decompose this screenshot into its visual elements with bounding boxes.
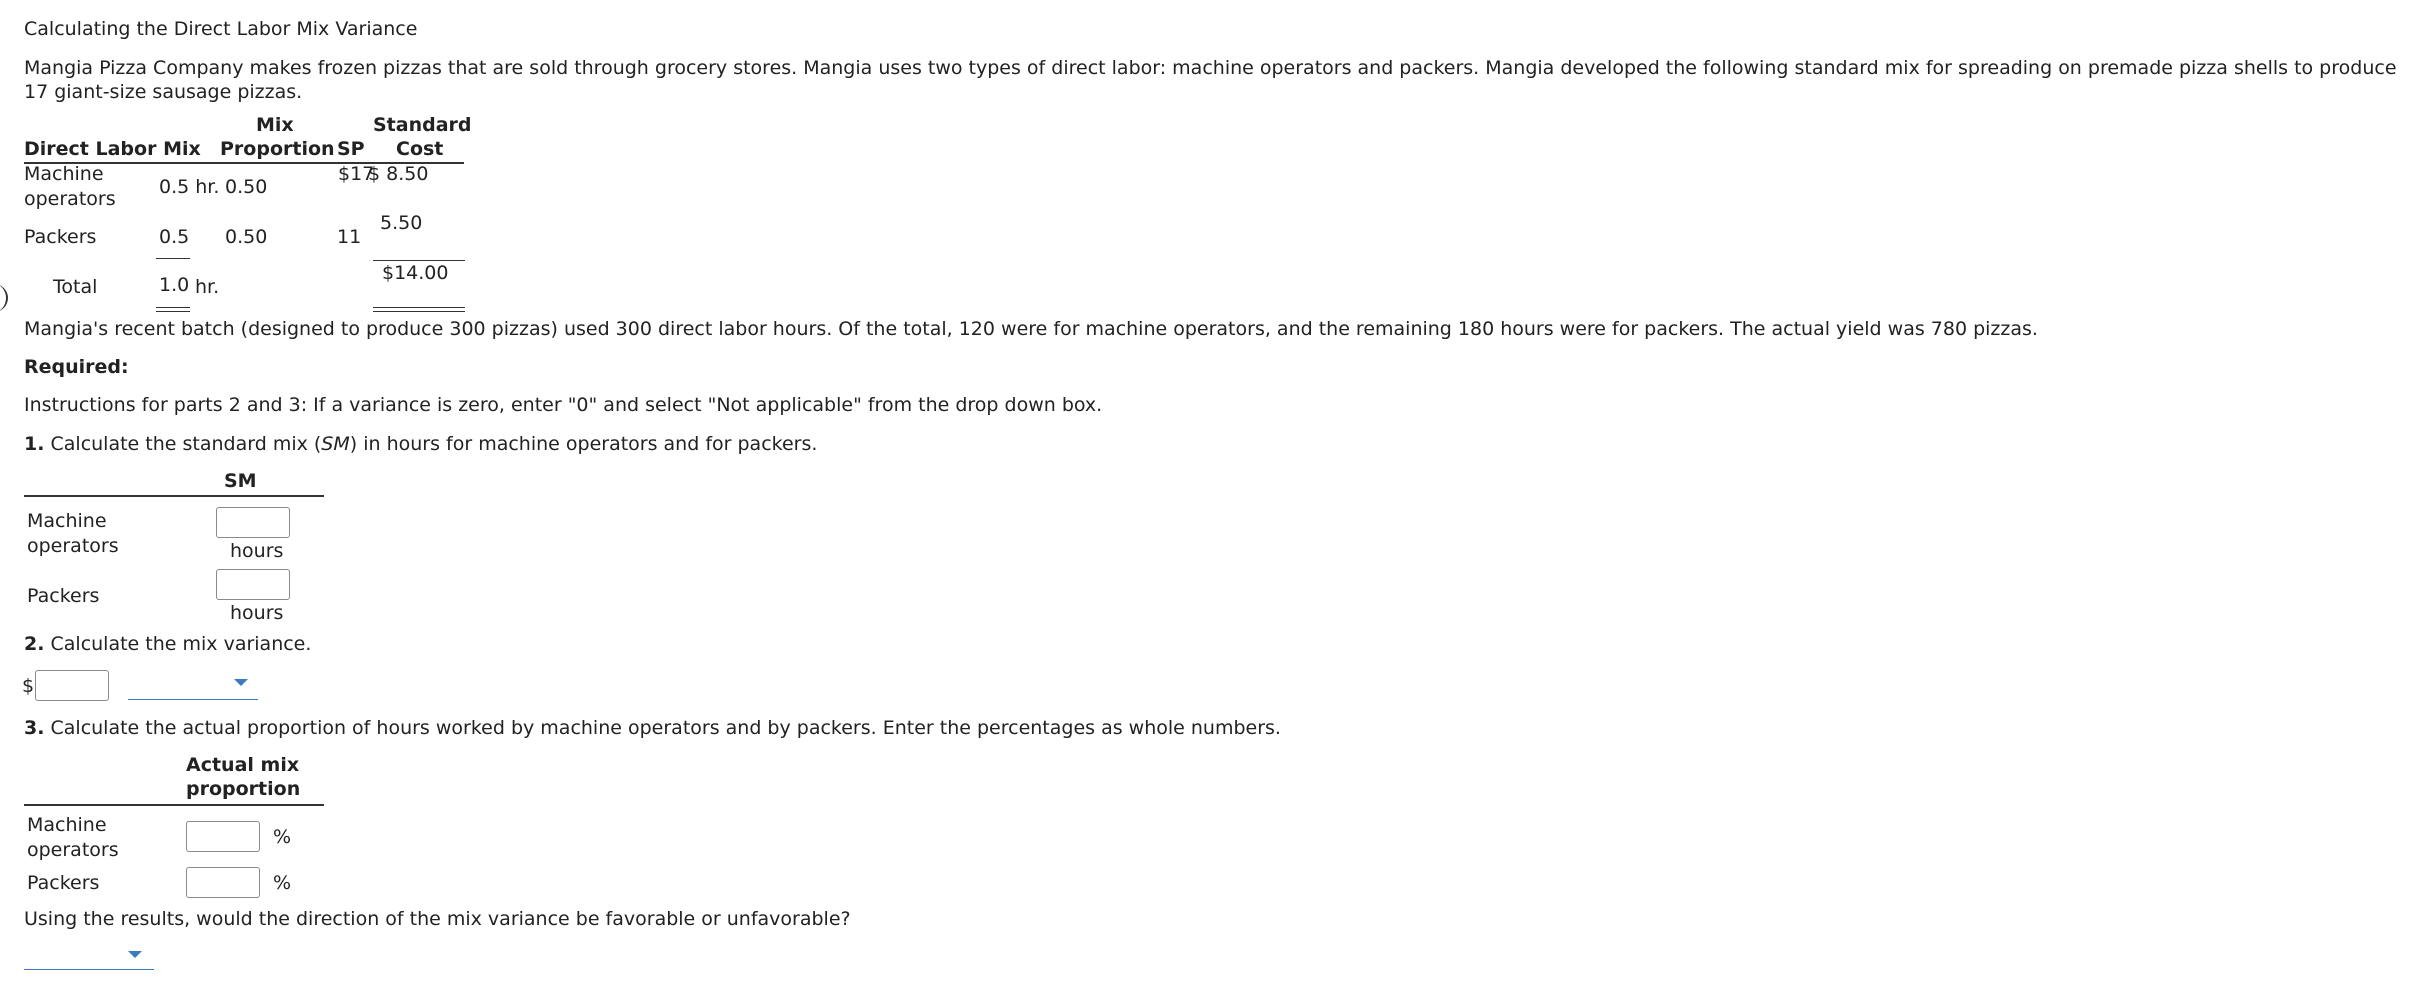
question-text: Calculate the actual proportion of hours worked by machine operators and by packers. Enter the percentages as whole numbers. <box>50 717 1281 739</box>
sm-column-header: SM <box>224 470 257 492</box>
cell-sp: 11 <box>337 226 362 248</box>
header-mix: Mix <box>256 114 294 136</box>
question-number: 3. <box>24 717 45 739</box>
unit-label: hours <box>230 540 284 562</box>
actual-machine-operators-input[interactable] <box>186 821 260 852</box>
chevron-down-icon <box>234 679 248 686</box>
chevron-down-icon <box>128 951 142 958</box>
question-2 <box>24 633 311 655</box>
percent-unit: % <box>273 826 292 848</box>
actual-packers-input[interactable] <box>186 867 260 898</box>
unit-label: hours <box>230 602 284 624</box>
required-label: Required: <box>24 356 129 378</box>
actual-mix-header: Actual mix <box>186 754 300 776</box>
instructions-text: Instructions for parts 2 and 3: If a variance is zero, enter "0" and select "Not applicable" from the drop down box. <box>24 394 1103 416</box>
header-standard: Standard <box>373 114 472 136</box>
actual-mix-header-cont: proportion <box>186 778 301 800</box>
header-cost: Cost <box>396 138 444 160</box>
cell-sp: $17 <box>338 163 375 185</box>
sm-machine-operators-input[interactable] <box>216 507 290 538</box>
question-number: 1. <box>24 433 45 455</box>
header-proportion: Proportion <box>220 138 335 160</box>
mix-total-double-rule <box>156 307 190 312</box>
row-label: Machine <box>24 163 104 185</box>
sm-packers-input[interactable] <box>216 569 290 600</box>
mix-variance-input[interactable] <box>35 670 109 701</box>
total-mix-unit: hr. <box>195 276 220 298</box>
header-direct-labor-mix: Direct Labor Mix <box>24 138 201 160</box>
question-text: Calculate the mix variance. <box>50 633 312 655</box>
row-label: Packers <box>27 585 100 607</box>
row-label: Packers <box>27 872 100 894</box>
cell-mix: 0.5 <box>159 226 190 248</box>
row-label: Machine <box>27 814 107 836</box>
mix-subtotal-rule <box>156 258 190 259</box>
total-mix: 1.0 <box>159 274 190 296</box>
cell-proportion: 0.50 <box>225 176 268 198</box>
row-label-cont: operators <box>27 535 119 557</box>
cost-subtotal-rule <box>373 260 465 261</box>
question-text-end: ) in hours for machine operators and for packers. <box>349 433 818 455</box>
question-3 <box>24 717 1281 739</box>
question-number: 2. <box>24 633 45 655</box>
mix-variance-direction-dropdown[interactable] <box>128 670 258 700</box>
cell-mix: 0.5 hr. <box>159 176 220 198</box>
page-title: Calculating the Direct Labor Mix Variance <box>24 18 418 40</box>
cell-proportion: 0.50 <box>225 226 268 248</box>
actual-mix-header-rule <box>24 804 324 806</box>
batch-paragraph: Mangia's recent batch (designed to produce 300 pizzas) used 300 direct labor hours. Of the total, 120 were for machine operators, and the remaining 180 hours were for packers. The actual yield was 780 pizzas. <box>24 318 2038 340</box>
row-label-cont: operators <box>27 839 119 861</box>
question-text-italic: SM <box>321 433 350 455</box>
favorability-dropdown[interactable] <box>24 942 154 970</box>
cost-total-double-rule <box>373 307 465 312</box>
question-text: Calculate the standard mix ( <box>50 433 322 455</box>
header-sp: SP <box>337 138 365 160</box>
percent-unit: % <box>273 872 292 894</box>
page-edge-mark <box>0 284 8 312</box>
sm-header-rule <box>24 495 324 497</box>
intro-paragraph: Mangia Pizza Company makes frozen pizzas that are sold through grocery stores. Mangia uses two types of direct labor: machine operators and packers. Mangia developed the following standard mix for spreading on premade pizza shells to produce 17 giant-size sausage pizzas. <box>24 57 2397 103</box>
total-label: Total <box>53 276 98 298</box>
row-label: Machine <box>27 510 107 532</box>
total-cost: $14.00 <box>382 262 449 284</box>
cell-cost: $ 8.50 <box>368 163 429 185</box>
question-1 <box>24 433 817 455</box>
row-label: Packers <box>24 226 97 248</box>
currency-symbol: $ <box>22 675 35 697</box>
cell-cost: 5.50 <box>380 212 423 234</box>
favorability-question: Using the results, would the direction of the mix variance be favorable or unfavorable? <box>24 908 851 930</box>
row-label-cont: operators <box>24 188 116 210</box>
